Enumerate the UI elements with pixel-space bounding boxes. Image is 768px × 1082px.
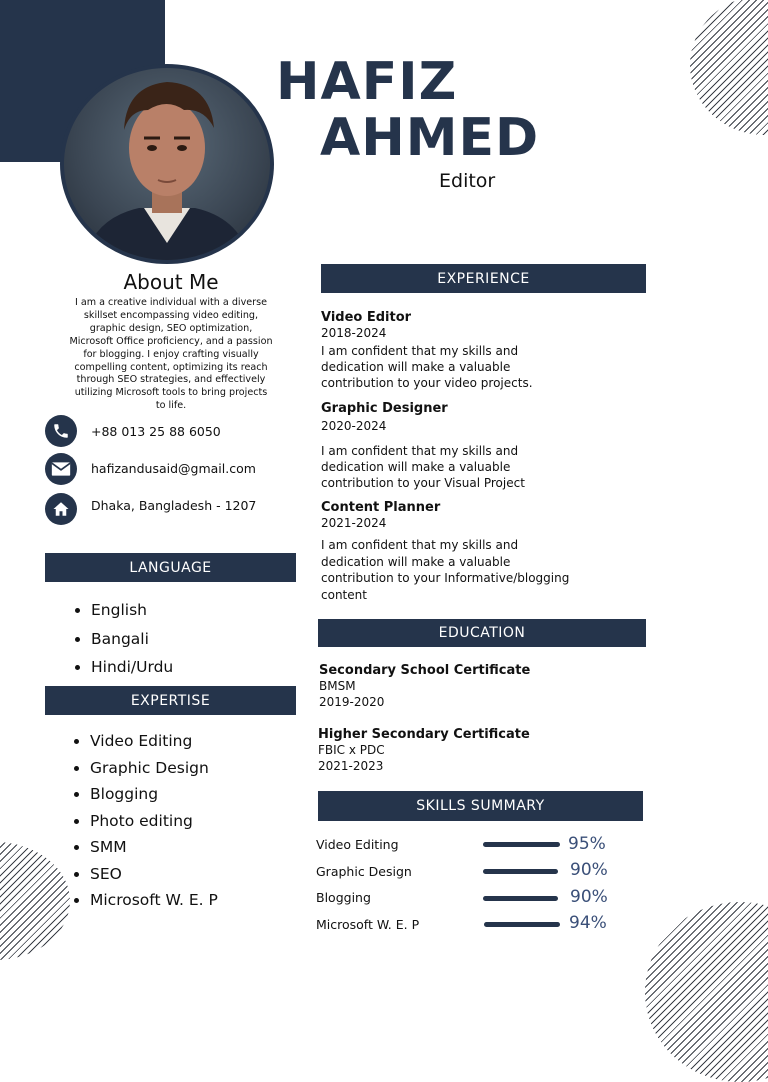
experience-header: EXPERIENCE [321,264,646,293]
contact-email: hafizandusaid@gmail.com [91,461,256,476]
experience-years: 2020-2024 [321,419,387,433]
language-header: LANGUAGE [45,553,296,582]
expertise-item: • Graphic Design [90,755,218,782]
skill-percent: 90% [570,860,608,880]
experience-item [321,500,569,603]
experience-title: Video Editor [321,310,412,325]
skill-bar [483,842,560,847]
skill-percent: 94% [569,913,607,933]
desc-line: I am confident that my skills and [321,538,519,552]
expertise-list [72,728,218,914]
expertise-item: • SEO [90,861,218,888]
hatched-circle-left [0,842,70,960]
about-line: Microsoft Office proficiency, and a passion [69,335,273,347]
skill-bar [483,896,558,901]
desc-line: contribution to your Informative/blogging [321,571,570,585]
role-title: Editor [439,170,496,192]
hatched-circle-bottom-right [645,902,768,1082]
language-list [73,596,173,682]
skill-label: Blogging [316,890,371,905]
desc-line: contribution to your Visual Project [321,476,525,490]
desc-line: dedication will make a valuable [321,460,511,474]
language-item: • Bangali [91,625,173,654]
expertise-item: • Photo editing [90,808,218,835]
last-name: AHMED [320,108,540,168]
about-line: through SEO strategies, and effectively [76,374,266,386]
education-item [318,727,530,774]
desc-line: dedication will make a valuable [321,360,511,374]
about-text [56,297,286,413]
desc-line: content [321,587,367,602]
skill-percent: 95% [568,834,606,854]
expertise-item: • SMM [90,834,218,861]
education-title: Higher Secondary Certificate [318,727,530,742]
about-title: About Me [123,270,219,294]
education-years: 2021-2023 [318,759,384,773]
expertise-item: • Microsoft W. E. P [90,887,218,914]
about-line: to life. [155,400,187,412]
mail-icon [45,453,77,485]
about-line: compelling content, optimizing its reach [74,361,268,373]
skill-label: Video Editing [316,837,399,852]
language-item: • Hindi/Urdu [91,653,173,682]
skill-label: Microsoft W. E. P [316,917,420,932]
desc-line: I am confident that my skills and [321,444,519,458]
education-school: FBIC x PDC [318,743,385,757]
skill-bar [484,922,560,927]
experience-desc [321,343,533,391]
portrait-illustration [64,68,270,260]
contact-phone: +88 013 25 88 6050 [91,424,221,439]
experience-years: 2018-2024 [321,326,387,340]
experience-years: 2021-2024 [321,516,387,530]
about-line: graphic design, SEO optimization, [89,322,253,334]
contact-address: Dhaka, Bangladesh - 1207 [91,498,257,513]
experience-desc [321,443,525,491]
hatched-circle-top-right [690,0,768,135]
language-item: • English [91,596,173,625]
home-icon [45,493,77,525]
about-line: utilizing Microsoft tools to bring projects [74,387,268,399]
education-title: Secondary School Certificate [319,663,531,678]
desc-line: contribution to your video projects. [321,376,533,390]
expertise-header: EXPERTISE [45,686,296,715]
profile-photo [64,68,270,260]
about-line: for blogging. I enjoy crafting visually [83,348,259,360]
expertise-item: • Blogging [90,781,218,808]
education-school: BMSM [319,679,356,693]
skill-bar [483,869,558,874]
phone-icon [45,415,77,447]
experience-item [321,310,533,391]
desc-line: I am confident that my skills and [321,344,519,358]
skills-header: SKILLS SUMMARY [318,791,643,821]
skill-label: Graphic Design [316,864,412,879]
education-header: EDUCATION [318,619,646,647]
first-name: HAFIZ [276,52,458,112]
skill-percent: 90% [570,887,608,907]
about-line: skillset encompassing video editing, [83,309,259,321]
experience-desc [321,537,569,603]
experience-title: Content Planner [321,500,441,515]
desc-line: dedication will make a valuable [321,554,511,569]
experience-item [321,401,525,491]
education-item [319,663,530,710]
about-line: I am a creative individual with a diverse [74,297,268,308]
education-years: 2019-2020 [319,695,385,709]
experience-title: Graphic Designer [321,401,448,416]
expertise-item: • Video Editing [90,728,218,755]
